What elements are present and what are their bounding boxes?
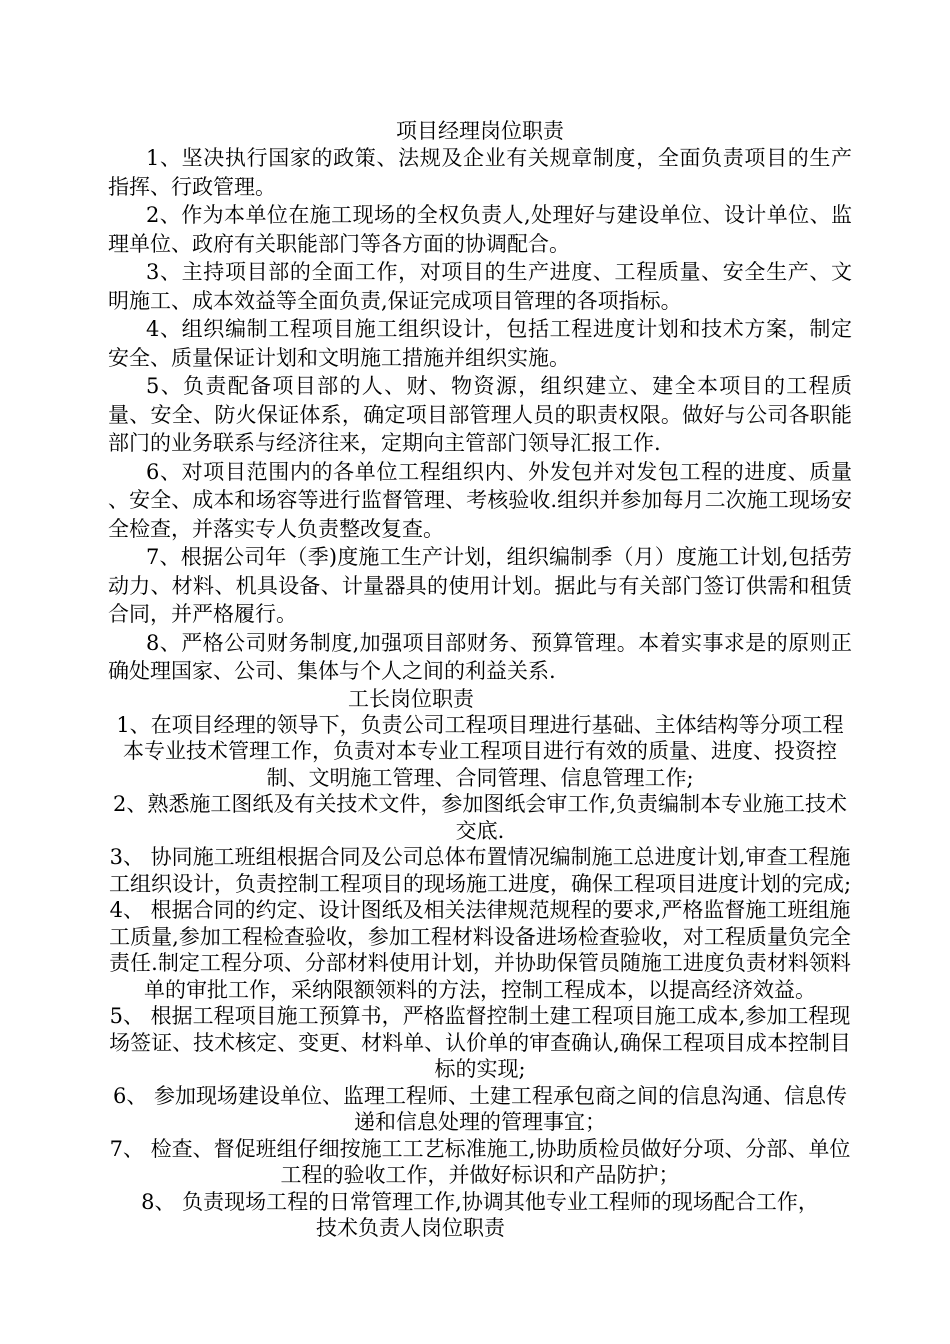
foreman-duty-2: 2、熟悉施工图纸及有关技术文件，参加图纸会审工作,负责编制本专业施工技术交底. <box>112 792 848 843</box>
foreman-duty-1: 1、在项目经理的领导下，负责公司工程项目理进行基础、主体结构等分项工程本专业技术管理工作，负责对本专业工程项目进行有效的质量、进度、投资控制、文明施工管理、合同管理、信息管理工作; <box>116 712 844 790</box>
pm-duty-2: 2、作为本单位在施工现场的全权负责人,处理好与建设单位、设计单位、监理单位、政府有关职能部门等各方面的协调配合。 <box>108 203 852 256</box>
pm-duty-5: 5、负责配备项目部的人、财、物资源，组织建立、建全本项目的工程质量、安全、防火保证体系，确定项目部管理人员的职责权限。做好与公司各职能部门的业务联系与经济往来，定期向主管部门领导汇报工作. <box>108 374 852 455</box>
section-title-project-manager: 项目经理岗位职责 <box>396 119 564 143</box>
foreman-duty-5: 5、 根据工程项目施工预算书，严格监督控制土建工程项目施工成本,参加工程现场签证、技术核定、变更、材料单、认价单的审查确认,确保工程项目成本控制目标的实现; <box>109 1004 851 1081</box>
pm-duty-6: 6、对项目范围内的各单位工程组织内、外发包并对发包工程的进度、质量 、安全、成本和场容等进行监督管理、考核验收.组织并参加每月二次施工现场安全检查，并落实专人负责整改复查。 <box>108 459 852 541</box>
foreman-duty-3: 3、 协同施工班组根据合同及公司总体布置情况编制施工总进度计划,审查工程施工组织设计，负责控制工程项目的现场施工进度，确保工程项目进度计划的完成; <box>108 845 852 896</box>
document-page <box>108 118 852 1241</box>
pm-duty-4: 4、组织编制工程项目施工组织设计，包括工程进度计划和技术方案，制定安全、质量保证计划和文明施工措施并组织实施。 <box>108 317 852 370</box>
foreman-duty-7: 7、 检查、督促班组仔细按施工工艺标准施工,协助质检员做好分项、分部、单位工程的验收工作，并做好标识和产品防护； <box>109 1136 851 1187</box>
pm-duty-1: 1、坚决执行国家的政策、法规及企业有关规章制度，全面负责项目的生产指挥、行政管理。 <box>108 146 852 199</box>
foreman-duty-8: 8、 负责现场工程的日常管理工作,协调其他专业工程师的现场配合工作， <box>141 1189 819 1214</box>
pm-duty-8: 8、严格公司财务制度,加强项目部财务、预算管理。本着实事求是的原则正确处理国家、公司、集体与个人之间的利益关系. <box>108 630 852 683</box>
foreman-duty-6: 6、 参加现场建设单位、监理工程师、土建工程承包商之间的信息沟通、信息传递和信息处理的管理事宜； <box>112 1083 848 1134</box>
section-title-foreman: 工长岗位职责 <box>348 686 474 711</box>
section-title-technical-lead: 技术负责人岗位职责 <box>316 1216 505 1240</box>
pm-duty-7: 7、根据公司年（季)度施工生产计划，组织编制季（月）度施工计划,包括劳动力、材料、机具设备、计量器具的使用计划。据此与有关部门签订供需和租赁合同，并严格履行。 <box>108 545 852 626</box>
pm-duty-3: 3、主持项目部的全面工作，对项目的生产进度、工程质量、安全生产、文明施工、成本效益等全面负责,保证完成项目管理的各项指标。 <box>108 260 852 313</box>
foreman-duty-4: 4、 根据合同的约定、设计图纸及相关法律规范规程的要求,严格监督施工班组施工质量,参加工程检查验收，参加工程材料设备进场检查验收，对工程质量负完全责任.制定工程分项、分部材料使用计划，并协助保管员随施工进度负责材料领料单的审批工作，采纳限额领料的方法，控制工程成本，以提高经济效益。 <box>109 898 851 1002</box>
